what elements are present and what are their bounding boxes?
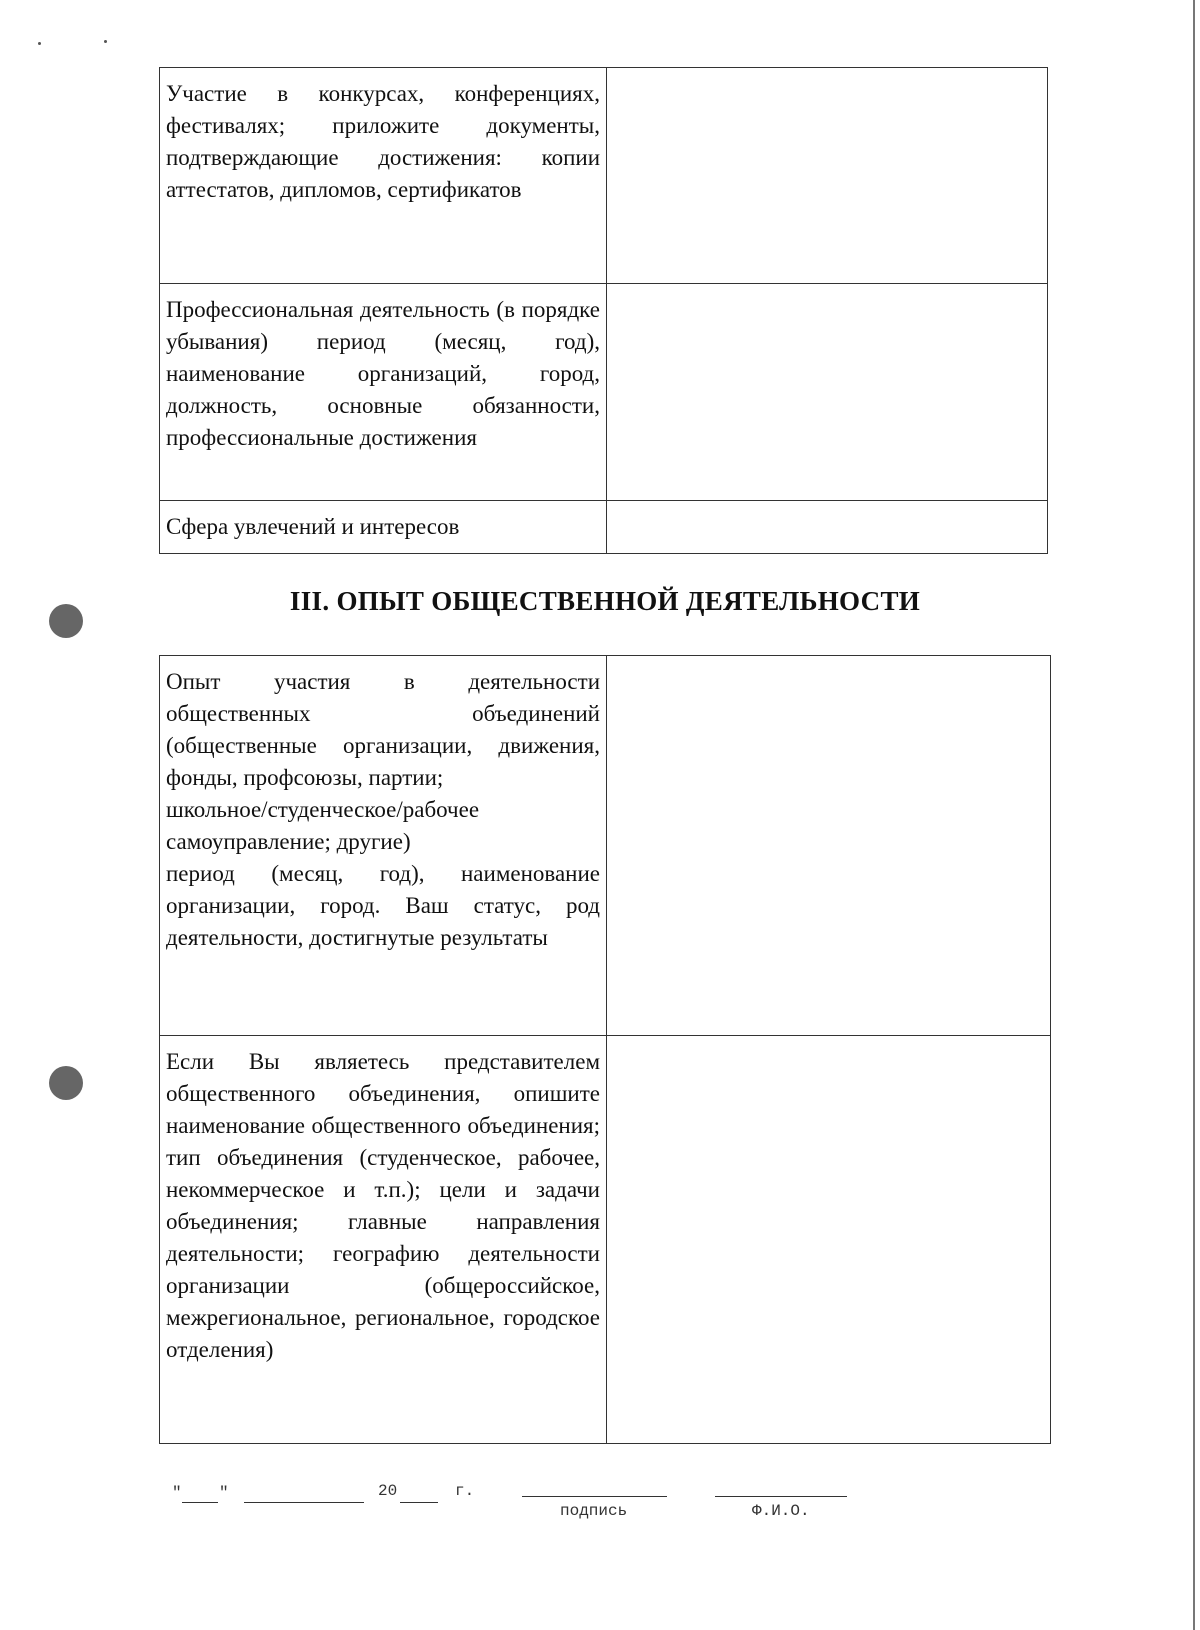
answer-cell[interactable] [607,68,1048,284]
answer-cell[interactable] [607,656,1051,1036]
form-table-top [159,67,1048,554]
year-prefix: 20 [378,1482,398,1500]
table-row [160,284,1048,501]
name-field[interactable] [715,1496,847,1497]
answer-cell[interactable] [607,1036,1051,1444]
section-title: III. ОПЫТ ОБЩЕСТВЕННОЙ ДЕЯТЕЛЬНОСТИ [289,586,921,616]
date-close-quote: " [219,1484,229,1502]
table-row [160,68,1048,284]
scan-speck [104,40,107,43]
page-edge [1193,0,1195,1630]
table-row [160,501,1048,554]
date-open-quote: " [172,1484,182,1502]
signature-field[interactable] [522,1496,667,1497]
table-row [160,656,1051,1036]
punch-hole [49,604,83,638]
question-label: Участие в конкурсах, конференциях, фестивалях; приложите документы, подтверждающие достижения: копии аттестатов, дипломов, сертификатов [166,81,600,202]
signature-label: подпись [560,1502,628,1520]
year-field[interactable] [400,1502,438,1503]
answer-cell[interactable] [607,501,1048,554]
question-cell [160,68,607,284]
question-cell [160,1036,607,1444]
scan-speck [38,42,41,45]
month-field[interactable] [244,1502,364,1503]
question-cell [160,501,607,554]
answer-cell[interactable] [607,284,1048,501]
signature-footer [0,1474,1200,1534]
name-label: Ф.И.О. [752,1502,810,1520]
question-label: Опыт участия в деятельности общественных объединений (общественные организации, движения, фонды, профсоюзы, партии; школьное/студенческое/рабочее самоуправление; другие) период (месяц, год), наименование организации, город. Ваш статус, род деятельности, достигнутые результаты [166,669,600,950]
question-label: Сфера увлечений и интересов [166,514,460,539]
question-cell [160,656,607,1036]
table-row [160,1036,1051,1444]
year-suffix: г. [455,1482,475,1500]
question-cell [160,284,607,501]
question-label: Если Вы являетесь представителем общественного объединения, опишите наименование общественного объединения; тип объединения (студенческое, рабочее, некоммерческое и т.п.); цели и задачи объединения; главные направления деятельности; географию деятельности организации (общероссийское, межрегиональное, региональное, городское отделения) [166,1049,600,1362]
question-label: Профессиональная деятельность (в порядке убывания) период (месяц, год), наименование организаций, город, должность, основные обязанности, профессиональные достижения [166,297,600,450]
punch-hole [49,1066,83,1100]
form-table-bottom [159,655,1051,1444]
day-field[interactable] [182,1502,218,1503]
